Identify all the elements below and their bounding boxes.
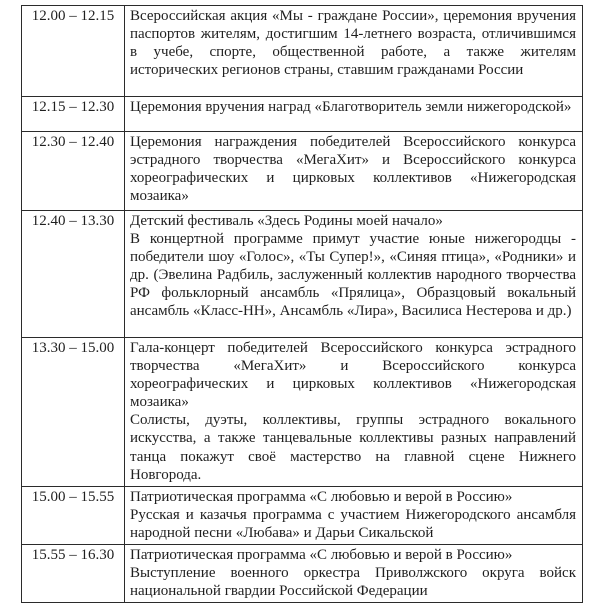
event-paragraph: Патриотическая программа «С любовью и верой в Россию»	[130, 488, 513, 505]
table-row	[22, 6, 583, 97]
table-row	[22, 486, 583, 544]
time-cell: 15.00 – 15.55	[22, 486, 125, 544]
table-row	[22, 132, 583, 211]
event-paragraph: В концертной программе примут участие юные нижегородцы - победители шоу «Голос», «Ты Супер!», «Синяя птица», «Родники» и др. (Эвелина Радбиль, заслуженный коллектив народного творчества РФ фольклорный ансамбль «Прялица», Образцовый вокальный ансамбль «Класс-НН», Ансамбль «Лира», Василиса Нестерова и др.)	[130, 231, 576, 320]
event-cell	[125, 211, 583, 338]
event-paragraph: Выступление военного оркестра Приволжского округа войск национальной гвардии Российской Федерации	[130, 565, 576, 600]
table-row	[22, 545, 583, 603]
event-paragraph: Церемония вручения наград «Благотворитель земли нижегородской»	[130, 99, 572, 115]
table-row	[22, 97, 583, 132]
event-paragraph: Всероссийская акция «Мы - граждане России», церемония вручения паспортов жителям, достигшим 14-летнего возраста, отличившимся в учебе, спорте, общественной работе, а также жителям исторических регионов страны, ставшим гражданами России	[130, 8, 576, 79]
event-paragraph: Церемония награждения победителей Всероссийского конкурса эстрадного творчества «МегаХит» и Всероссийского конкурса хореографических и цирковых коллективов «Нижегородская мозаика»	[130, 134, 576, 205]
event-paragraph: Гала-концерт победителей Всероссийского конкурса эстрадного творчества «МегаХит» и Всероссийского конкурса хореографических и цирковых коллективов «Нижегородская мозаика»	[130, 340, 576, 411]
time-cell: 12.00 – 12.15	[22, 6, 125, 97]
event-cell	[125, 486, 583, 544]
event-cell	[125, 97, 583, 132]
event-cell	[125, 545, 583, 603]
time-cell: 12.30 – 12.40	[22, 132, 125, 211]
event-paragraph: Детский фестиваль «Здесь Родины моей начало»	[130, 213, 443, 229]
event-cell	[125, 132, 583, 211]
schedule-table	[21, 5, 583, 603]
event-cell	[125, 6, 583, 97]
time-cell: 12.15 – 12.30	[22, 97, 125, 132]
time-cell: 12.40 – 13.30	[22, 211, 125, 338]
event-paragraph: Солисты, дуэты, коллективы, группы эстрадного вокального искусства, а также танцевальные коллективы разных направлений танца покажут своё мастерство на главной сцене Нижнего Новгорода.	[130, 412, 576, 483]
table-row	[22, 338, 583, 487]
time-cell: 13.30 – 15.00	[22, 338, 125, 487]
table-row	[22, 211, 583, 338]
event-cell	[125, 338, 583, 487]
event-paragraph: Патриотическая программа «С любовью и верой в Россию»	[130, 547, 513, 564]
time-cell: 15.55 – 16.30	[22, 545, 125, 603]
event-paragraph: Русская и казачья программа с участием Нижегородского ансамбля народной песни «Любава» и Дарьи Сикальской	[130, 506, 576, 541]
schedule-body	[22, 6, 583, 603]
